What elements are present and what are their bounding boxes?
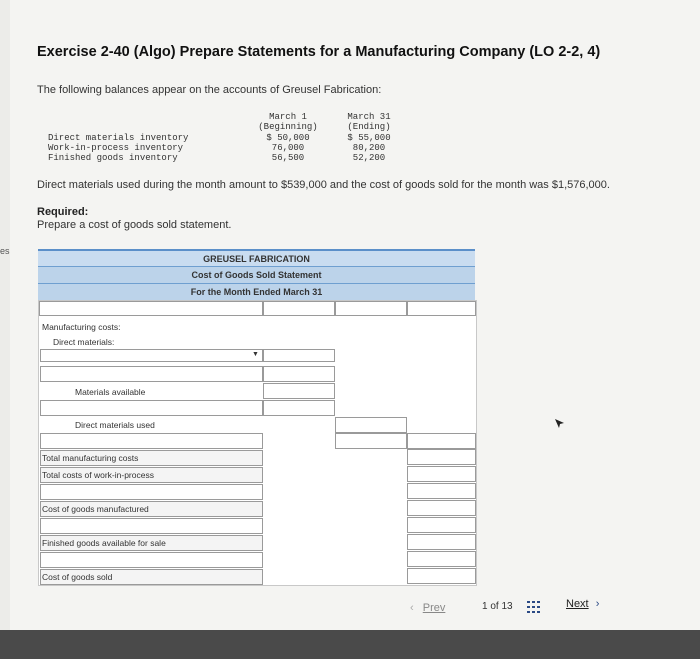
col-beginning-header-2: (Beginning) [258, 122, 318, 132]
bal-label: Finished goods inventory [48, 153, 178, 163]
label-cost-goods-manufactured: Cost of goods manufactured [42, 504, 149, 514]
col-ending-header-1: March 31 [347, 112, 391, 122]
label-input[interactable] [40, 400, 263, 416]
amount-input[interactable] [407, 433, 476, 449]
bal-ending: 52,200 [352, 153, 386, 163]
label-cost-goods-sold: Cost of goods sold [42, 572, 113, 582]
statement-name: Cost of Goods Sold Statement [38, 266, 475, 283]
statement-period: For the Month Ended March 31 [38, 283, 475, 301]
label-materials-available: Materials available [75, 387, 146, 397]
sidebar-cut-text: es [0, 246, 10, 256]
amount-input[interactable] [263, 301, 335, 316]
prev-button[interactable] [410, 598, 460, 618]
chevron-down-icon: ▼ [252, 351, 259, 358]
page-indicator: 1 of 13 [482, 601, 513, 612]
required-label: Required: [37, 206, 89, 218]
amount-input[interactable] [407, 466, 476, 482]
bal-label: Direct materials inventory [48, 133, 189, 143]
amount-input[interactable] [407, 301, 476, 316]
bal-beginning: $ 50,000 [266, 133, 310, 143]
direct-materials-note: Direct materials used during the month amount to $539,000 and the cost of goods sold for the month was $1,576,000. [37, 179, 610, 191]
amount-input[interactable] [407, 534, 476, 550]
footer-bar [0, 630, 700, 659]
bal-beginning: 76,000 [271, 143, 305, 153]
statement-company: GREUSEL FABRICATION [38, 249, 475, 267]
col-beginning-header-1: March 1 [269, 112, 307, 122]
amount-input[interactable] [263, 400, 335, 416]
amount-input[interactable] [263, 349, 335, 362]
label-finished-goods-available: Finished goods available for sale [42, 538, 166, 548]
bal-beginning: 56,500 [271, 153, 305, 163]
amount-input[interactable] [335, 417, 407, 433]
amount-input[interactable] [335, 301, 407, 316]
amount-input[interactable] [407, 517, 476, 533]
amount-input[interactable] [407, 449, 476, 465]
chevron-left-icon: ‹ [410, 602, 414, 614]
label-total-manufacturing-costs: Total manufacturing costs [42, 453, 139, 463]
amount-input[interactable] [335, 433, 407, 449]
label-manufacturing-costs: Manufacturing costs: [42, 322, 121, 332]
required-text: Prepare a cost of goods sold statement. [37, 219, 232, 231]
bal-ending: 80,200 [352, 143, 386, 153]
direct-materials-select[interactable] [40, 349, 263, 362]
next-label: Next [566, 598, 589, 610]
prev-label: Prev [422, 602, 446, 614]
label-direct-materials-used: Direct materials used [75, 420, 155, 430]
amount-input[interactable] [407, 551, 476, 567]
label-input[interactable] [40, 433, 263, 449]
label-input[interactable] [39, 301, 263, 316]
label-input[interactable] [40, 518, 263, 534]
label-input[interactable] [40, 552, 263, 568]
next-button[interactable] [566, 598, 599, 610]
label-total-costs-wip: Total costs of work-in-process [42, 470, 154, 480]
amount-input[interactable] [263, 366, 335, 382]
mouse-cursor-icon [555, 416, 565, 434]
grid-menu-icon[interactable] [527, 600, 541, 612]
amount-input[interactable] [263, 383, 335, 399]
amount-input[interactable] [407, 483, 476, 499]
intro-text: The following balances appear on the accounts of Greusel Fabrication: [37, 84, 382, 96]
exercise-title: Exercise 2-40 (Algo) Prepare Statements for a Manufacturing Company (LO 2-2, 4) [37, 44, 601, 60]
label-direct-materials: Direct materials: [53, 337, 115, 347]
label-input[interactable] [40, 484, 263, 500]
amount-input[interactable] [407, 568, 476, 584]
bal-label: Work-in-process inventory [48, 143, 184, 153]
amount-input[interactable] [407, 500, 476, 516]
left-edge [0, 0, 10, 630]
statement-grid [38, 300, 477, 586]
chevron-right-icon: › [595, 598, 600, 610]
label-input[interactable] [40, 366, 263, 382]
bal-ending: $ 55,000 [347, 133, 391, 143]
col-ending-header-2: (Ending) [347, 122, 391, 132]
